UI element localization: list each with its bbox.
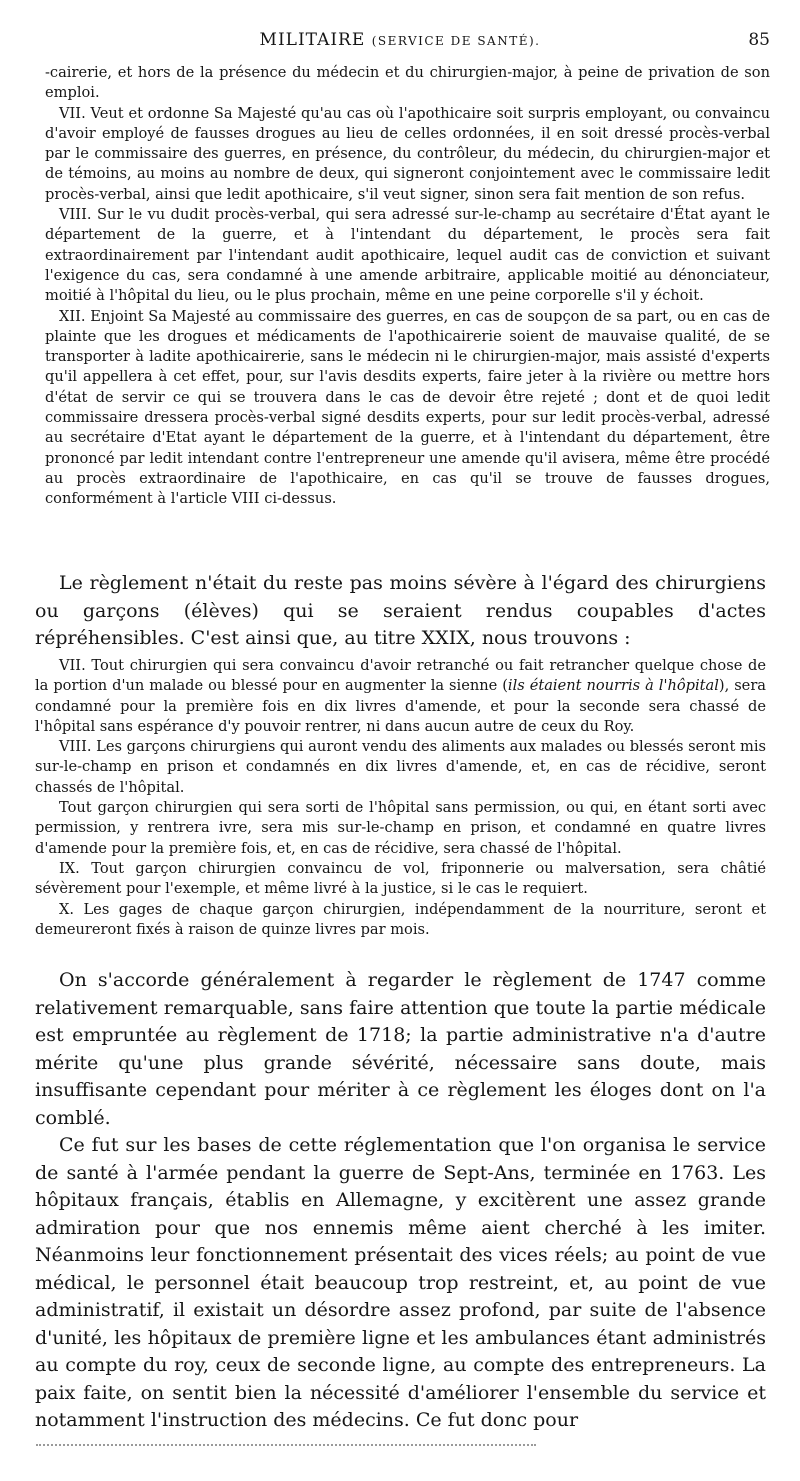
- running-title: [0, 30, 800, 50]
- body-paragraph: On s'accorde généralement à regarder le règlement de 1747 comme relativement remarquable, sans faire attention que toute la partie médicale est empruntée au règlement de 1718; la partie administrative n'a d'autre mérite qu'une plus grande sévérité, nécessaire sans doute, mais insuffisante cependant pour mériter à ce règlement les éloges dont on l'a comblé.: [35, 969, 766, 1129]
- body-paragraph: Le règlement n'était du reste pas moins sévère à l'égard des chirurgiens ou garçons (élèves) qui se seraient rendus coupables d'actes répréhensibles. C'est ainsi que, au titre XXIX, nous trouvons :: [35, 572, 766, 649]
- running-header: [0, 30, 800, 60]
- body-paragraph: Ce fut sur les bases de cette réglementation que l'on organisa le service de santé à l'armée pendant la guerre de Sept-Ans, terminée en 1763. Les hôpitaux français, établis en Allemagne, y excitèrent une assez grande admiration pour que nos ennemis même aient cherché à les imiter. Néanmoins leur fonctionnement présentait des vices réels; au point de vue médical, le personnel était beaucoup trop restreint, et, au point de vue administratif, il existait un désordre assez profond, par suite de l'absence d'unité, les hôpitaux de première ligne et les ambulances étant administrés au compte du roy, ceux de seconde ligne, au compte des entrepreneurs. La paix faite, on sentit bien la nécessité d'améliorer l'ensemble du service et notamment l'instruction des médecins. Ce fut donc pour: [35, 1134, 766, 1431]
- running-title-main: MILITAIRE: [259, 30, 366, 50]
- excerpt-article-vii: VII. Veut et ordonne Sa Majesté qu'au cas où l'apothicaire soit surpris employant, ou convaincu d'avoir employé de fausses drogues au lieu de celles ordonnées, il en soit dressé procès-verbal par le commissaire des guerres, en présence, du contrôleur, du médecin, du chirurgien-major et de témoins, au moins au nombre de deux, qui signeront conjointement avec le commissaire ledit procès-verbal, ainsi que ledit apothicaire, s'il veut signer, sinon sera fait mention de son refus.: [45, 104, 770, 203]
- excerpt-article-viii: VIII. Sur le vu dudit procès-verbal, qui sera adressé sur-le-champ au secrétaire d'État ayant le département de la guerre, et à l'intendant du département, le procès sera fait extraordinairement par l'intendant audit apothicaire, lequel audit cas de conviction et suivant l'exigence du cas, sera condamné à une amende arbitraire, applicable moitié au dénonciateur, moitié à l'hôpital du lieu, ou le plus prochain, même en une peine corporelle s'il y échoit.: [45, 206, 770, 305]
- footer-dotted-line: [36, 1444, 536, 1446]
- excerpt-paragraph-continued: -cairerie, et hors de la présence du médecin et du chirurgien-major, à peine de privation de son emploi.: [45, 64, 770, 102]
- excerpt-paragraph-leave: Tout garçon chirurgien qui sera sorti de l'hôpital sans permission, ou qui, en étant sorti avec permission, y rentrera ivre, sera mis sur-le-champ en prison, et condamné en quatre livres d'amende pour la première fois, et, en cas de récidive, sera chassé de l'hôpital.: [35, 799, 766, 857]
- excerpt-article-xii: XII. Enjoint Sa Majesté au commissaire des guerres, en cas de soupçon de sa part, ou en cas de plainte que les drogues et médicaments de l'apothicairerie soient de mauvaise qualité, de se transporter à ladite apothicairerie, sans le médecin ni le chirurgien-major, mais assisté d'experts qu'il appellera à cet effet, pour, sur l'avis desdits experts, faire jeter à la rivière ou mettre hors d'état de servir ce qui se trouvera dans le cas de devoir être rejeté ; dont et de quoi ledit commissaire dressera procès-verbal signé desdits experts, pour sur ledit procès-verbal, adressé au secrétaire d'Etat ayant le département de la guerre, et à l'intendant du département, être prononcé par ledit intendant contre l'entrepreneur une amende qu'il avisera, même être procédé au procès extraordinaire de l'apothicaire, en cas qu'il se trouve de fausses drogues, conformément à l'article VIII ci-dessus.: [45, 307, 770, 508]
- body-text-intro: [35, 570, 766, 653]
- regulation-excerpt-apothecary: [45, 63, 770, 510]
- excerpt-article-x: X. Les gages de chaque garçon chirurgien, indépendamment de la nourriture, seront et demeureront fixés à raison de quinze livres par mois.: [35, 900, 766, 938]
- excerpt-text: VII. Tout chirurgien qui sera convaincu d'avoir retranché ou fait retrancher quelque chose de la portion d'un malade ou blessé pour en augmenter la sienne (: [35, 657, 766, 695]
- page-number: 85: [748, 30, 770, 50]
- regulation-excerpt-surgeons: [35, 656, 766, 940]
- excerpt-article-ix: IX. Tout garçon chirurgien convaincu de vol, friponnerie ou malversation, sera châtié sévèrement pour l'exemple, et même livré à la justice, si le cas le requiert.: [35, 859, 766, 898]
- excerpt-article-viii-surgeons: VIII. Les garçons chirurgiens qui auront vendu des aliments aux malades ou blessés seront mis sur-le-champ en prison et condamnés en dix livres d'amende, et, en cas de récidive, seront chassés de l'hôpital.: [35, 738, 766, 796]
- running-title-sub: (SERVICE DE SANTÉ).: [371, 34, 541, 48]
- excerpt-article-vii-surgeons: [35, 656, 766, 737]
- excerpt-italic-note: ils étaient nourris à l'hôpital: [507, 677, 719, 695]
- body-text-commentary: [35, 967, 766, 1435]
- excerpt-text: ), sera condamné pour la première fois en dix livres d'amende, et pour la seconde sera chassé de l'hôpital sans espérance d'y pouvoir rentrer, ni dans aucun autre de ceux du Roy.: [35, 677, 766, 735]
